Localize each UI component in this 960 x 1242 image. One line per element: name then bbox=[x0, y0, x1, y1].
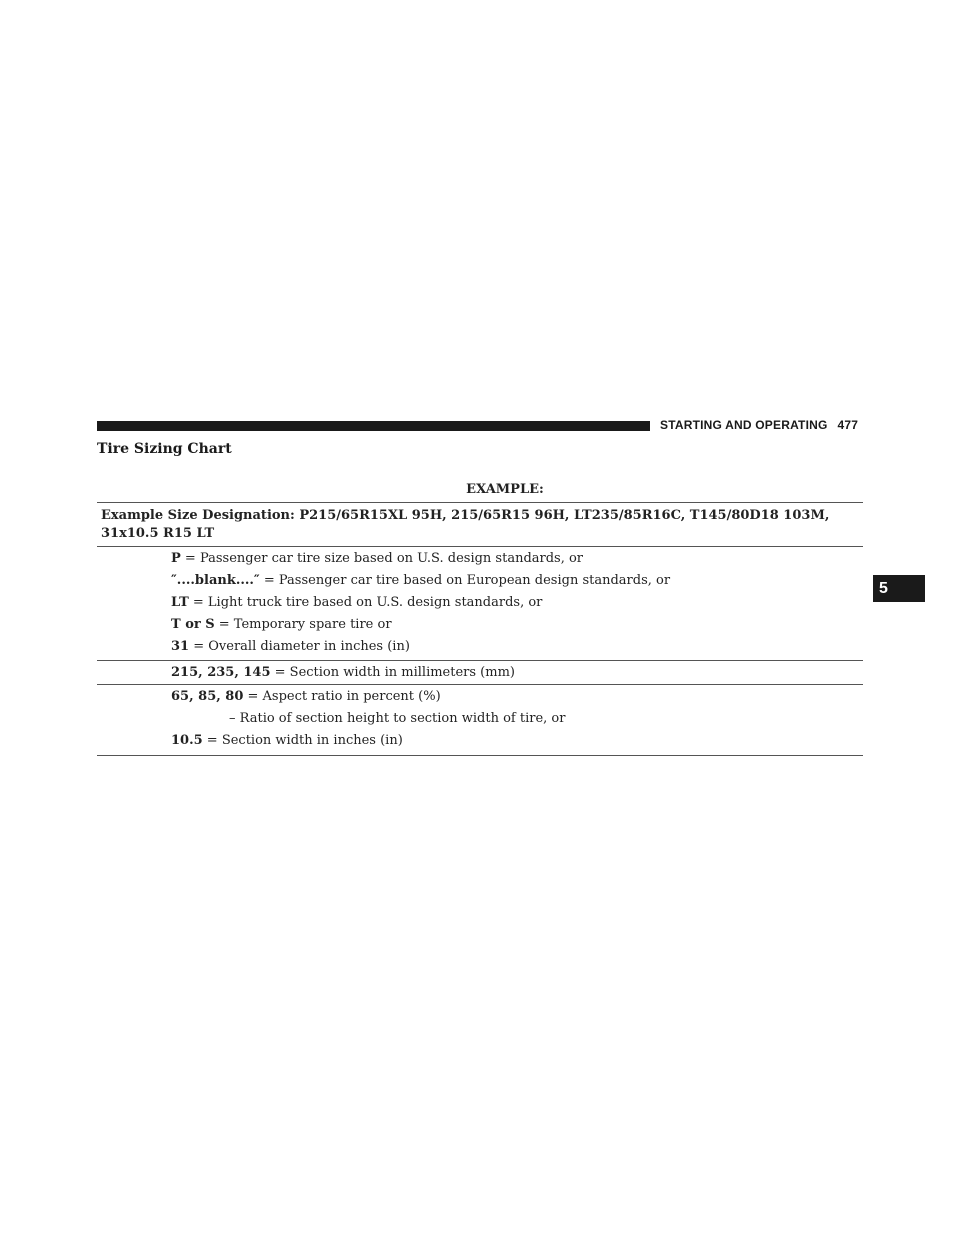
table-row bbox=[171, 730, 863, 752]
row-description: = Passenger car tire size based on U.S. design standards, or bbox=[180, 551, 584, 566]
tire-sizing-table bbox=[97, 478, 863, 756]
row-term: LT bbox=[171, 595, 189, 610]
row-description: = Section width in inches (in) bbox=[202, 733, 403, 748]
row-description: = Light truck tire based on U.S. design standards, or bbox=[188, 595, 543, 610]
row-term: 215, 235, 145 bbox=[171, 665, 271, 680]
table-row bbox=[171, 662, 863, 684]
example-designation: Example Size Designation: P215/65R15XL 95H, 215/65R15 96H, LT235/85R16C, T145/80D18 103M, 31x10.5 R15 LT bbox=[97, 503, 863, 547]
row-term: T or S bbox=[171, 617, 215, 632]
table-row bbox=[171, 614, 863, 636]
table-row bbox=[171, 686, 863, 708]
table-row bbox=[171, 570, 863, 592]
table-group-section-width bbox=[97, 661, 863, 685]
row-description: – Ratio of section height to section width of tire, or bbox=[229, 711, 566, 726]
row-term: ″....blank....″ bbox=[171, 573, 260, 588]
row-description: = Overall diameter in inches (in) bbox=[189, 639, 410, 654]
header-rule bbox=[97, 421, 650, 431]
table-row bbox=[171, 548, 863, 570]
page-number: 477 bbox=[837, 418, 859, 432]
row-term: 10.5 bbox=[171, 733, 203, 748]
row-description: = Section width in millimeters (mm) bbox=[270, 665, 515, 680]
chapter-tab: 5 bbox=[873, 575, 925, 602]
row-description: = Aspect ratio in percent (%) bbox=[243, 689, 441, 704]
table-group-aspect-ratio bbox=[97, 685, 863, 756]
row-term: 65, 85, 80 bbox=[171, 689, 244, 704]
table-row bbox=[171, 592, 863, 614]
running-header bbox=[660, 418, 858, 432]
row-term: P bbox=[171, 551, 181, 566]
table-row bbox=[171, 636, 863, 658]
row-description: = Temporary spare tire or bbox=[214, 617, 392, 632]
section-name: STARTING AND OPERATING bbox=[660, 418, 828, 432]
page-title: Tire Sizing Chart bbox=[97, 441, 232, 457]
row-term: 31 bbox=[171, 639, 190, 654]
table-heading: EXAMPLE: bbox=[97, 478, 863, 503]
table-row bbox=[171, 708, 863, 730]
table-group-tire-type bbox=[97, 547, 863, 661]
row-description: = Passenger car tire based on European design standards, or bbox=[259, 573, 671, 588]
